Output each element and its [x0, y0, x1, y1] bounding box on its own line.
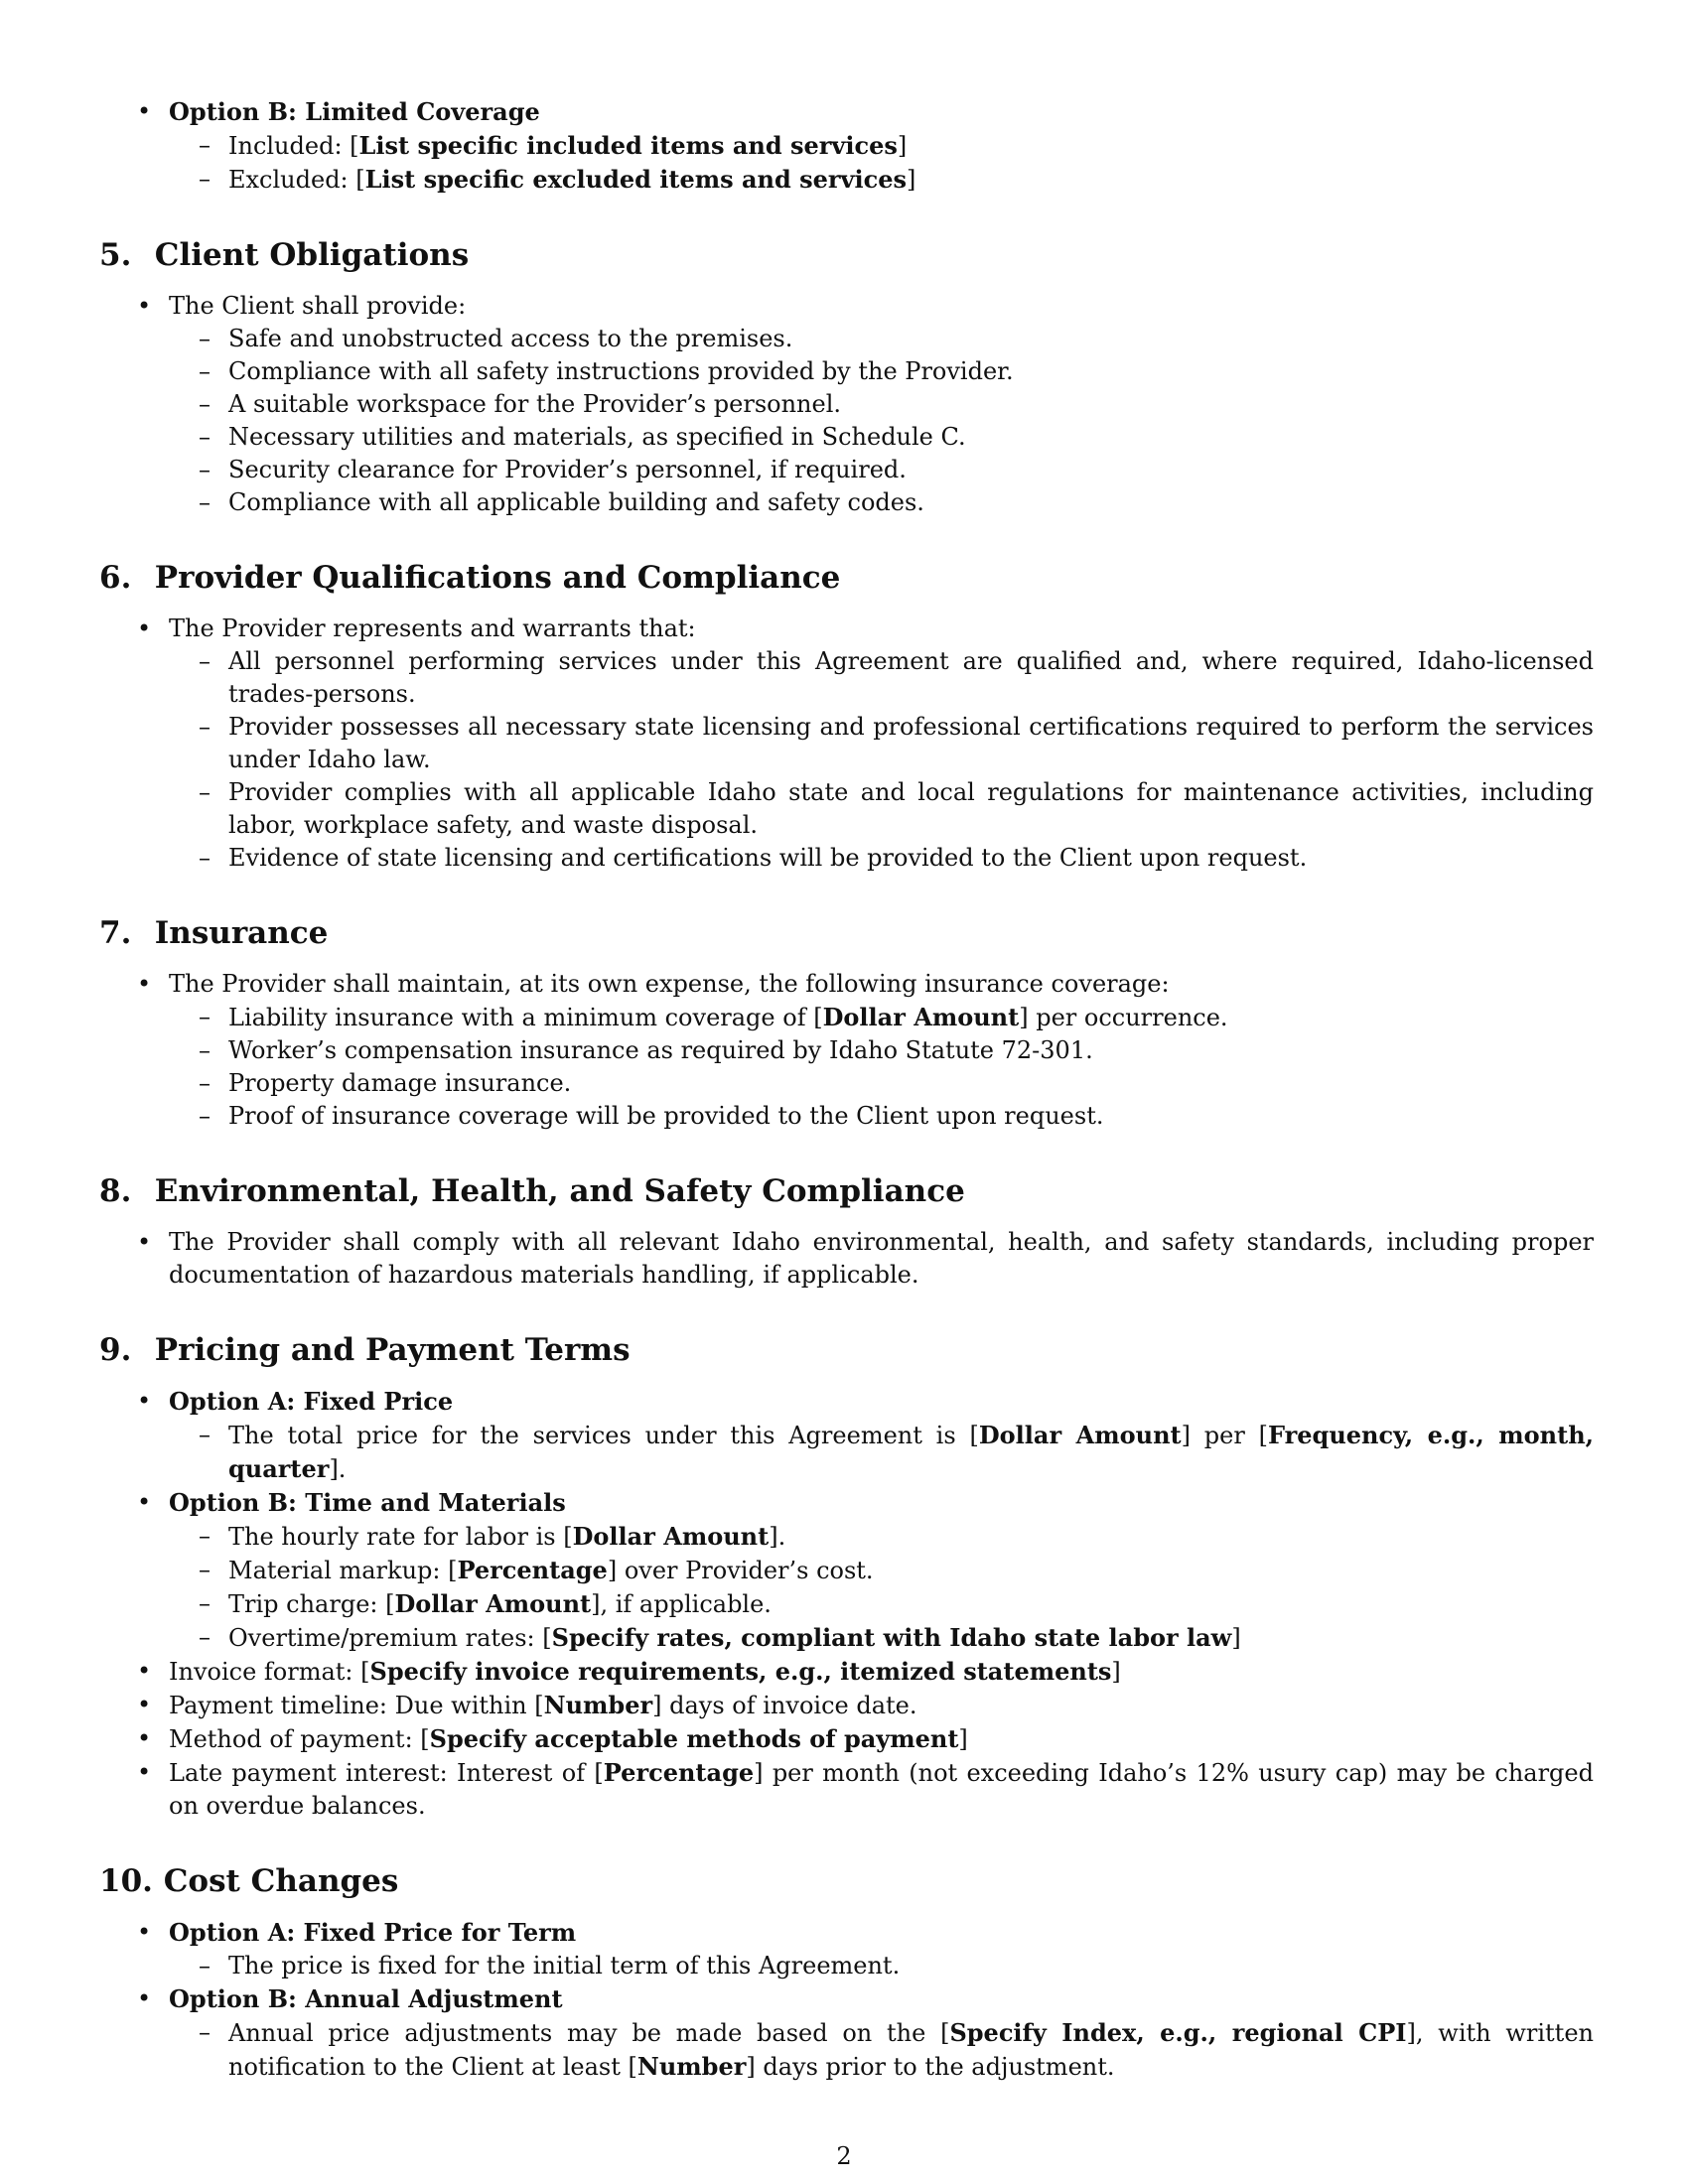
invoice-format-item: • Invoice format: [Specify invoice requirements, e.g., itemized statements] — [99, 1655, 1594, 1689]
section-6-intro: • The Provider represents and warrants that: — [99, 613, 1594, 645]
section-5-heading: 5. Client Obligations — [99, 237, 470, 273]
option-b-limited-coverage: • Option B: Limited Coverage — [99, 95, 1594, 129]
hourly-rate-item: – The hourly rate for labor is [Dollar Amount]. — [99, 1520, 1594, 1554]
section-9-heading: 9. Pricing and Payment Terms — [99, 1332, 631, 1368]
section-5 — [99, 235, 1594, 519]
section-8-heading: 8. Environmental, Health, and Safety Compliance — [99, 1173, 965, 1209]
list-item: – Provider complies with all applicable Idaho state and local regulations for maintenance activities, including labor, workplace safety, and waste disposal. — [99, 776, 1594, 842]
option-b-annual-adjustment: • Option B: Annual Adjustment — [99, 1982, 1594, 2016]
section-6-heading: 6. Provider Qualifications and Compliance — [99, 560, 841, 596]
section-9 — [99, 1330, 1594, 1823]
section-10 — [99, 1861, 1594, 2084]
section-6 — [99, 558, 1594, 875]
list-item: – Proof of insurance coverage will be provided to the Client upon request. — [99, 1100, 1594, 1133]
overtime-rates-item: – Overtime/premium rates: [Specify rates, compliant with Idaho state labor law] — [99, 1621, 1594, 1655]
fixed-price-item: – The total price for the services under this Agreement is [Dollar Amount] per [Frequency, e.g., month, quarter]. — [99, 1419, 1594, 1486]
option-a-fixed-price-term: • Option A: Fixed Price for Term — [99, 1916, 1594, 1950]
list-item: – Security clearance for Provider’s personnel, if required. — [99, 454, 1594, 486]
trip-charge-item: – Trip charge: [Dollar Amount], if applicable. — [99, 1587, 1594, 1621]
section-4-continued — [99, 95, 1594, 197]
section-10-heading: 10. Cost Changes — [99, 1863, 399, 1899]
list-item: – Compliance with all applicable building and safety codes. — [99, 486, 1594, 519]
document-page — [99, 95, 1594, 2084]
section-7 — [99, 913, 1594, 1133]
list-item: – Evidence of state licensing and certifications will be provided to the Client upon request. — [99, 842, 1594, 875]
list-item: – Compliance with all safety instructions provided by the Provider. — [99, 355, 1594, 388]
section-5-intro: • The Client shall provide: — [99, 290, 1594, 323]
annual-adjustment-item: – Annual price adjustments may be made based on the [Specify Index, e.g., regional CPI], with written notification to the Client at least [Number] days prior to the adjustment. — [99, 2016, 1594, 2084]
list-item: – The price is fixed for the initial term of this Agreement. — [99, 1950, 1594, 1982]
included-item: – Included: [List specific included items and services] — [99, 129, 1594, 163]
page-number: 2 — [836, 2142, 852, 2170]
late-payment-item: • Late payment interest: Interest of [Percentage] per month (not exceeding Idaho’s 12% usury cap) may be charged on overdue balances. — [99, 1756, 1594, 1823]
section-7-heading: 7. Insurance — [99, 915, 329, 951]
list-item: – Necessary utilities and materials, as specified in Schedule C. — [99, 421, 1594, 454]
option-a-fixed-price: • Option A: Fixed Price — [99, 1385, 1594, 1419]
payment-timeline-item: • Payment timeline: Due within [Number] days of invoice date. — [99, 1689, 1594, 1722]
list-item: – Safe and unobstructed access to the premises. — [99, 323, 1594, 355]
section-8-text: • The Provider shall comply with all relevant Idaho environmental, health, and safety standards, including proper documentation of hazardous materials handling, if applicable. — [99, 1226, 1594, 1292]
section-8 — [99, 1171, 1594, 1292]
list-item: – All personnel performing services under this Agreement are qualified and, where required, Idaho-licensed trades-persons. — [99, 645, 1594, 711]
excluded-item: – Excluded: [List specific excluded items and services] — [99, 163, 1594, 197]
list-item: – Worker’s compensation insurance as required by Idaho Statute 72-301. — [99, 1034, 1594, 1067]
option-b-time-materials: • Option B: Time and Materials — [99, 1486, 1594, 1520]
method-of-payment-item: • Method of payment: [Specify acceptable methods of payment] — [99, 1722, 1594, 1756]
list-item: – Property damage insurance. — [99, 1067, 1594, 1100]
list-item: – A suitable workspace for the Provider’s personnel. — [99, 388, 1594, 421]
liability-insurance-item: – Liability insurance with a minimum coverage of [Dollar Amount] per occurrence. — [99, 1001, 1594, 1034]
list-item: – Provider possesses all necessary state licensing and professional certifications required to perform the services under Idaho law. — [99, 711, 1594, 776]
material-markup-item: – Material markup: [Percentage] over Provider’s cost. — [99, 1554, 1594, 1587]
section-7-intro: • The Provider shall maintain, at its own expense, the following insurance coverage: — [99, 968, 1594, 1001]
